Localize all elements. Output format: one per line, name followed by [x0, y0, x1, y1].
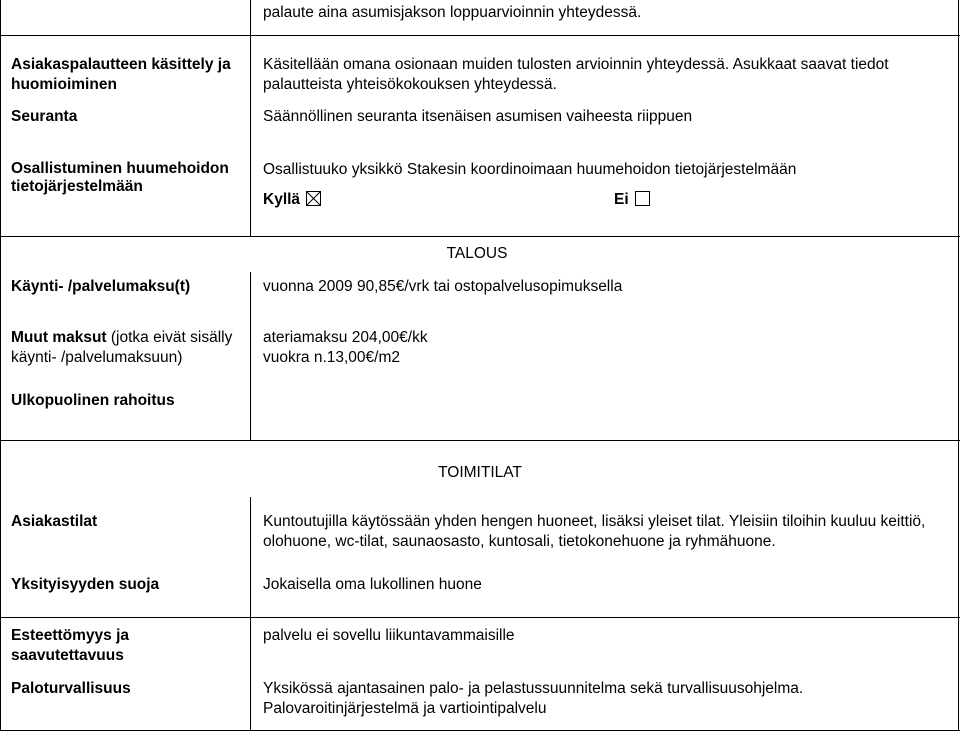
row-divider — [0, 236, 960, 237]
feedback-value: Käsitellään omana osionaan muiden tulosten arvioinnin yhteydessä. Asukkaat saavat tiedot palautteista yhteisökokouksen yhteydessä. — [263, 56, 889, 93]
accessibility-label: Esteettömyys ja saavutettavuus — [11, 627, 130, 664]
privacy-label: Yksityisyyden suoja — [11, 576, 160, 593]
fire-safety-value: Yksikössä ajantasainen palo- ja pelastussuunnitelma sekä turvallisuusohjelma. Palovaroitinjärjestelmä ja vartiointipalvelu — [263, 680, 804, 717]
external-funding-label: Ulkopuolinen rahoitus — [11, 392, 175, 409]
accessibility-value: palvelu ei sovellu liikuntavammaisille — [263, 627, 515, 644]
column-divider — [250, 0, 251, 236]
feedback-label: Asiakaspalautteen käsittely ja huomioiminen — [11, 56, 231, 93]
care-system-label: Osallistuminen huumehoidon tietojärjestelmään — [11, 160, 229, 195]
top-continuation-text: palaute aina asumisjakson loppuarvioinnin yhteydessä. — [263, 4, 642, 21]
monitoring-value: Säännöllinen seuranta itsenäisen asumisen vaiheesta riippuen — [263, 108, 693, 125]
section-heading-toimitilat: TOIMITILAT — [438, 464, 522, 481]
no-checkbox — [635, 191, 650, 206]
other-fees-label-bold: Muut maksut — [11, 329, 107, 346]
care-system-question: Osallistuuko yksikkö Stakesin koordinoimaan huumehoidon tietojärjestelmään — [263, 161, 797, 178]
row-divider — [0, 35, 960, 36]
meal-fee-value: ateriamaksu 204,00€/kk — [263, 329, 428, 346]
table-left-border — [0, 0, 1, 731]
client-rooms-label: Asiakastilat — [11, 513, 98, 530]
rent-value: vuokra n.13,00€/m2 — [263, 349, 401, 366]
no-option-label: Ei — [614, 191, 629, 208]
row-divider — [0, 617, 960, 618]
no-option — [614, 190, 650, 210]
monitoring-label: Seuranta — [11, 108, 78, 125]
column-divider — [250, 497, 251, 731]
table-right-border — [958, 0, 959, 731]
client-rooms-value: Kuntoutujilla käytössään yhden hengen huoneet, lisäksi yleiset tilat. Yleisiin tiloihin kuuluu keittiö, olohuone, wc-tilat, saunaosasto, kuntosali, tietokonehuone ja ryhmähuone. — [263, 513, 926, 550]
row-divider — [0, 730, 960, 731]
checked-x-icon — [307, 192, 320, 205]
fire-safety-label: Paloturvallisuus — [11, 680, 131, 697]
visit-fee-label: Käynti- /palvelumaksu(t) — [11, 278, 191, 295]
privacy-value: Jokaisella oma lukollinen huone — [263, 576, 482, 593]
other-fees-label-rest: (jotka eivät sisälly käynti- /palvelumaksuun) — [11, 329, 233, 366]
row-divider — [0, 440, 960, 441]
yes-option-label: Kyllä — [263, 191, 301, 208]
other-fees-label — [11, 328, 243, 368]
section-heading-talous: TALOUS — [446, 245, 508, 262]
yes-option — [263, 190, 321, 210]
column-divider — [250, 272, 251, 440]
visit-fee-value: vuonna 2009 90,85€/vrk tai ostopalvelusopimuksella — [263, 278, 623, 295]
yes-checkbox — [306, 191, 321, 206]
